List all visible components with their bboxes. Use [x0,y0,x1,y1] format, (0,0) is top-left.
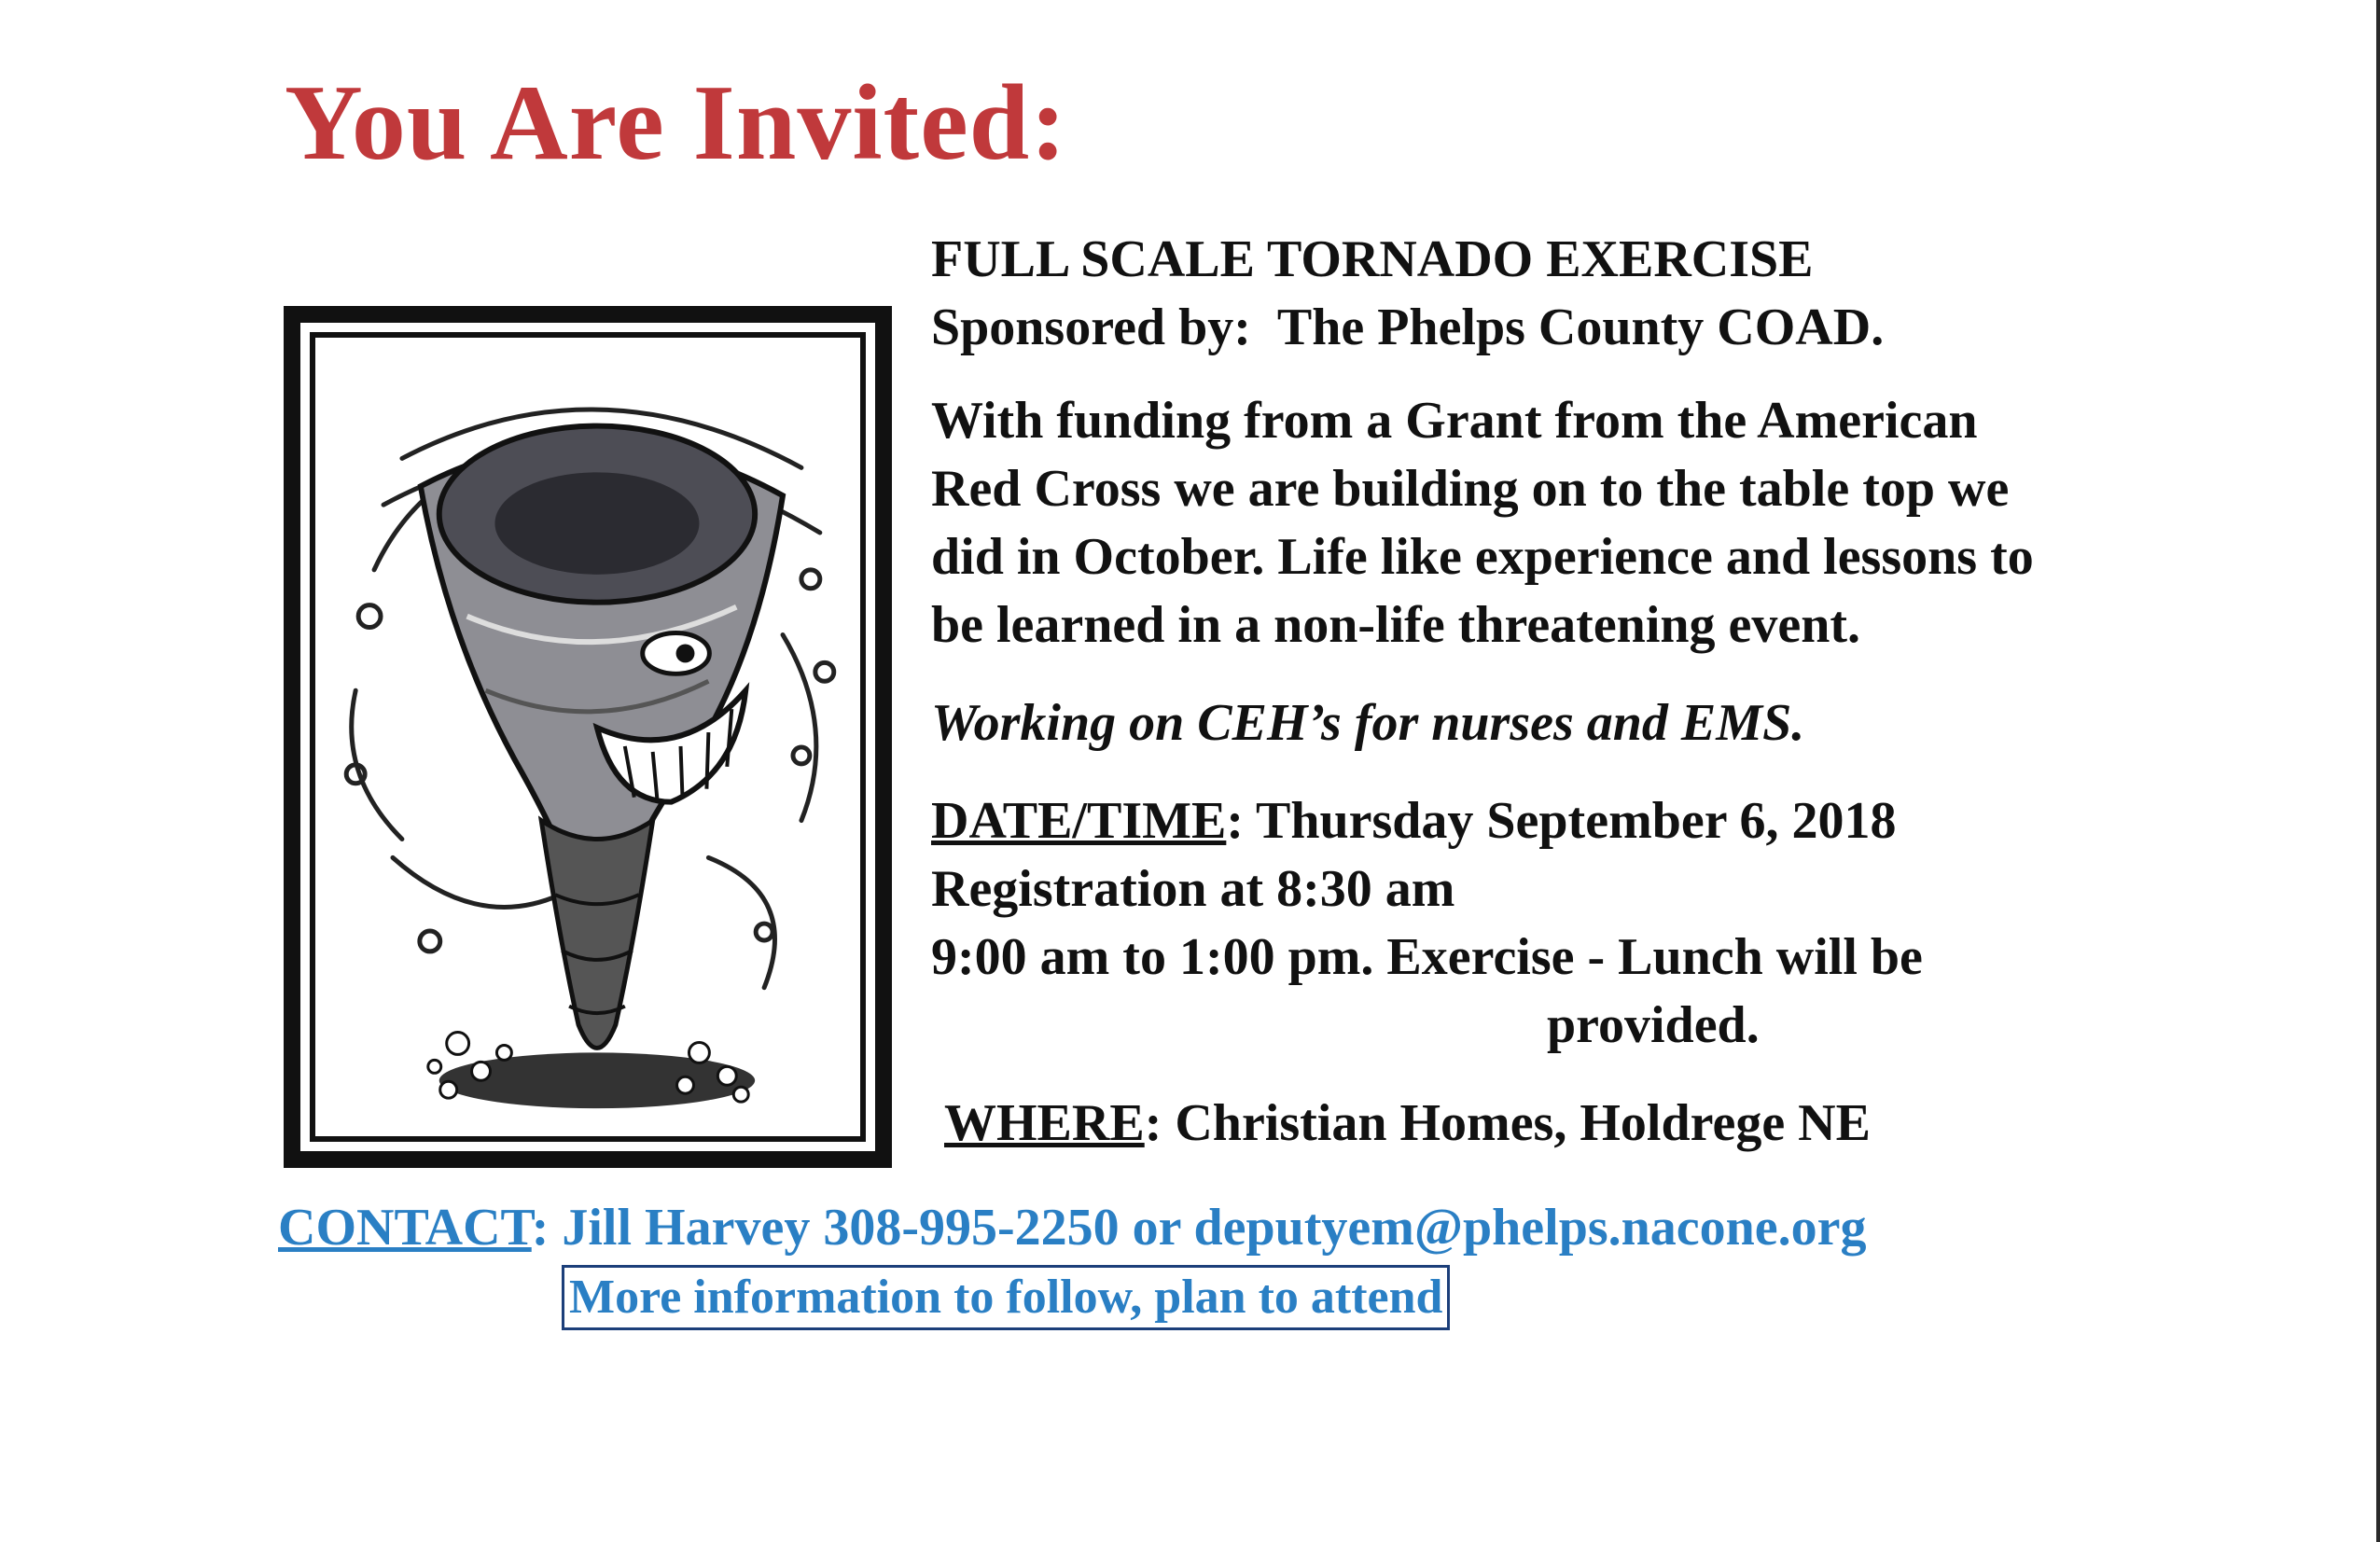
tornado-illustration-frame [284,306,892,1168]
datetime-label: DATE/TIME [931,792,1227,850]
page-edge-line [2376,0,2380,1542]
schedule-continuation: provided. [1547,996,1760,1054]
contact-label: CONTACT [278,1199,532,1257]
sponsor-label: Sponsored by: [931,299,1251,356]
registration-time: Registration at 8:30 am [931,860,1455,918]
ceh-note: Working on CEH’s for nurses and EMS. [931,694,1805,752]
where-label: WHERE [944,1094,1145,1152]
invitation-heading: You Are Invited: [285,63,1067,183]
event-title: FULL SCALE TORNADO EXERCISE [931,230,1814,288]
where-line [944,1090,2219,1158]
where-value: : Christian Homes, Holdrege NE [1144,1094,1871,1152]
description-line: be learned in a non-life threatening event. [931,596,1861,654]
description-line: Red Cross we are building on to the table top we [931,460,2010,518]
sponsor-line [931,294,2219,362]
datetime-value: : Thursday September 6, 2018 [1226,792,1897,850]
datetime-line [931,787,2219,855]
contact-line [278,1194,1866,1262]
description-line: did in October. Life like experience and lessons to [931,528,2034,586]
description-line: With funding from a Grant from the American [931,392,1978,450]
event-details [931,226,2219,1158]
contact-details: : Jill Harvey 308-995-2250 or deputyem@phelps.nacone.org [531,1199,1867,1257]
schedule-line: 9:00 am to 1:00 pm. Exercise - Lunch will be [931,928,1923,986]
sponsor-name: The Phelps County COAD. [1276,299,1885,356]
more-info-note: More information to follow, plan to attend [562,1265,1450,1330]
tornado-illustration-icon [315,338,860,1136]
